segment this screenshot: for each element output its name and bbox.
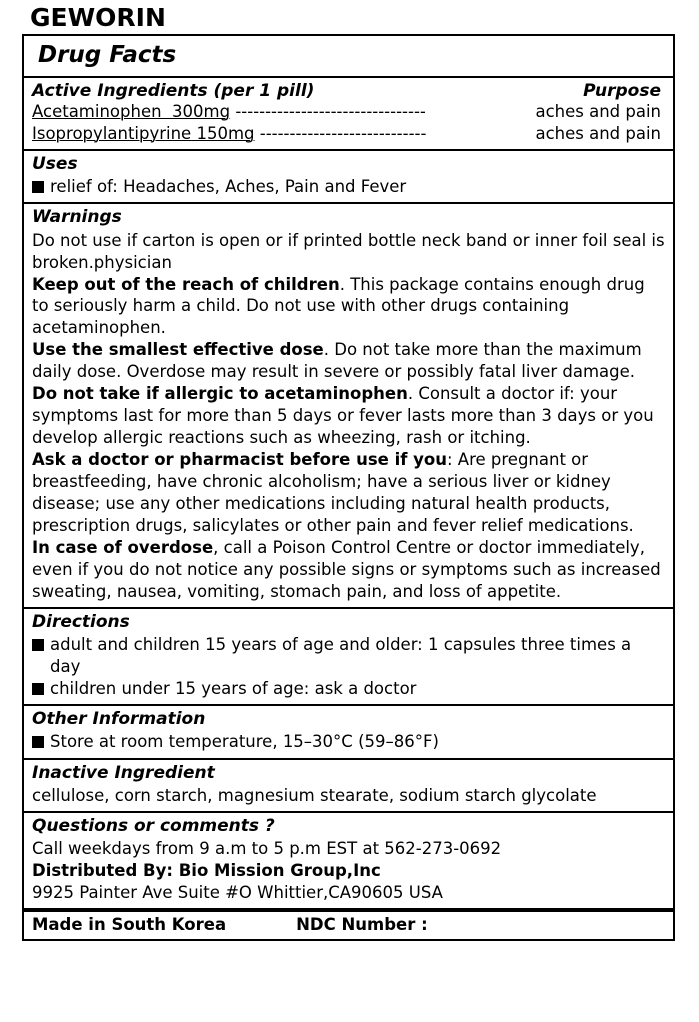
section-active-ingredients [24,78,673,152]
directions-heading: Directions [32,611,130,632]
list-item [32,678,665,700]
other-information-heading: Other Information [32,709,206,730]
uses-heading: Uses [32,154,78,175]
uses-item-text: relief of: Headaches, Aches, Pain and Fever [50,177,407,197]
warnings-heading: Warnings [32,207,122,228]
active-ingredients-header-row [32,81,665,101]
list-item [32,634,665,678]
drug-facts-panel [22,34,675,941]
questions-call-line: Call weekdays from 9 a.m to 5 p.m EST at 562-273-0692 [32,838,502,858]
section-inactive-ingredient [24,760,673,813]
list-item [32,176,665,198]
ingredient-name: Isopropylantipyrine 150mg [32,123,255,143]
section-directions [24,609,673,707]
list-item [32,731,665,753]
section-warnings [24,204,673,608]
brand-name: GEWORIN [30,3,166,32]
warning-lead-in: Ask a doctor or pharmacist before use if you [32,450,447,470]
ndc-number-label: NDC Number : [296,915,428,935]
ingredient-purpose: aches and pain [535,101,661,121]
active-ingredient-row [32,123,665,145]
ingredient-name: Acetaminophen 300mg [32,101,231,121]
active-ingredients-heading: Active Ingredients (per 1 pill) [32,80,315,101]
warning-paragraph [32,230,665,274]
warning-text: . Do not take more than the maximum daily dose. Overdose may result in severe or possibly fatal liver damage. [32,340,642,382]
active-ingredient-row [32,101,665,123]
directions-item-text: adult and children 15 years of age and older: 1 capsules three times a day [50,634,632,676]
warning-paragraph [32,383,665,449]
other-information-item-text: Store at room temperature, 15–30°C (59–86°F) [50,732,439,752]
warning-paragraph [32,339,665,383]
warning-lead-in: In case of overdose [32,537,214,557]
warning-paragraph [32,274,665,340]
section-questions [24,813,673,911]
leader-dots: -------------------------------- [230,101,432,121]
ingredient-purpose: aches and pain [535,123,661,143]
square-bullet-icon [32,683,44,695]
questions-heading: Questions or comments ? [32,815,275,836]
drug-facts-title-band [24,36,673,78]
warning-lead-in: Keep out of the reach of children [32,274,340,294]
section-uses [24,151,673,204]
leader-dots: ---------------------------- [254,123,432,143]
drug-facts-title: Drug Facts [38,41,177,68]
warning-text: , call a Poison Control Centre or doctor immediately, even if you do not notice any possible signs or symptoms such as increased sweating, nausea, vomiting, stomach pain, and loss of appetite. [32,537,661,601]
made-in-label: Made in South Korea [32,915,227,935]
warning-paragraph [32,449,665,537]
footer-row [24,910,673,938]
directions-item-text: children under 15 years of age: ask a doctor [50,679,417,699]
section-other-information [24,706,673,759]
warning-text: : Are pregnant or breastfeeding, have chronic alcoholism; have a serious liver or kidney disease; use any other medications including natural health products, prescription drugs, salicylates or other pain and fever relief medications. [32,450,634,535]
warning-text: . Consult a doctor if: your symptoms last for more than 5 days or fever lasts more than 3 days or you develop allergic reactions such as wheezing, rash or itching. [32,384,654,448]
square-bullet-icon [32,736,44,748]
warning-text: Do not use if carton is open or if printed bottle neck band or inner foil seal is broken.physician [32,230,665,272]
inactive-ingredient-heading: Inactive Ingredient [32,762,215,783]
square-bullet-icon [32,639,44,651]
warning-lead-in: Use the smallest effective dose [32,340,324,360]
distributed-by-line: Distributed By: Bio Mission Group,Inc [32,861,381,881]
address-line: 9925 Painter Ave Suite #O Whittier,CA90605 USA [32,883,443,903]
inactive-ingredient-text: cellulose, corn starch, magnesium stearate, sodium starch glycolate [32,785,597,805]
warning-lead-in: Do not take if allergic to acetaminophen [32,384,408,404]
warning-text: . This package contains enough drug to seriously harm a child. Do not use with other drugs containing acetaminophen. [32,274,645,338]
square-bullet-icon [32,181,44,193]
warning-paragraph [32,537,665,603]
purpose-heading: Purpose [583,80,661,101]
